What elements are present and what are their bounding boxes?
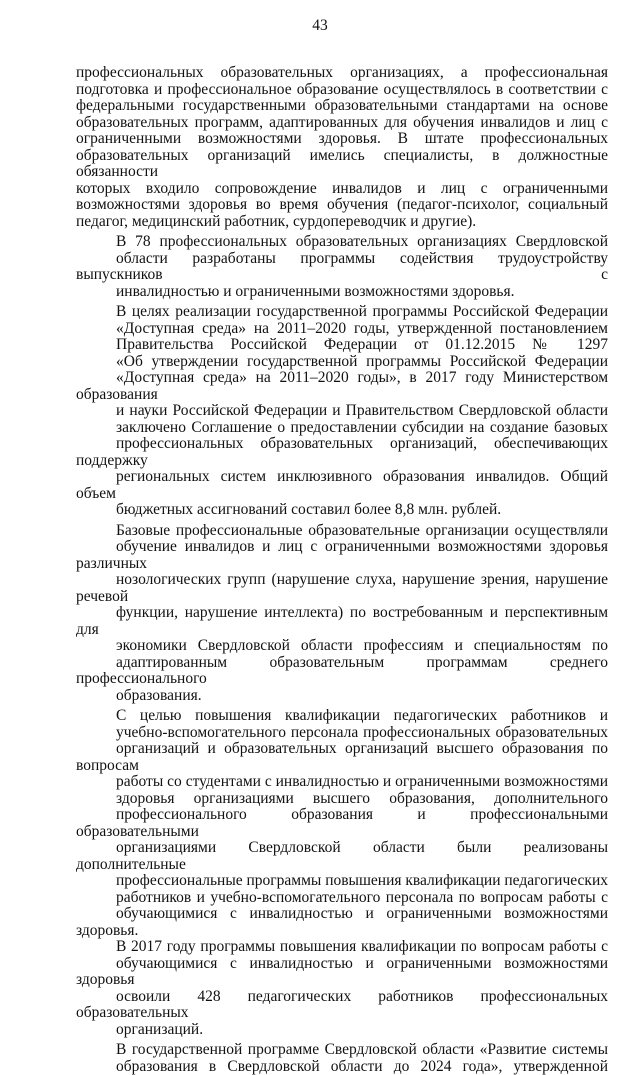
text-line: Базовые профессиональные образовательные организации осуществляли xyxy=(76,523,608,540)
paragraph xyxy=(76,523,608,705)
text-line: обучающимися с инвалидностью и ограниченными возможностями здоровья xyxy=(76,956,608,989)
text-line: организаций. xyxy=(76,1022,608,1039)
text-line: здоровья организациями высшего образования, дополнительного xyxy=(76,791,608,808)
text-line: нозологических групп (нарушение слуха, нарушение зрения, нарушение речевой xyxy=(76,572,608,605)
text-line: Правительства Российской Федерации от 01.12.2015 № 1297 xyxy=(76,337,608,354)
paragraph xyxy=(76,1042,608,1075)
text-line: которых входило сопровождение инвалидов и лиц с ограниченными xyxy=(76,181,608,198)
text-line: профессиональных образовательных организациях, а профессиональная xyxy=(76,65,608,82)
text-line: возможностями здоровья во время обучения (педагог-психолог, социальный xyxy=(76,197,608,214)
text-line: адаптированным образовательным программам среднего профессионального xyxy=(76,655,608,688)
text-line: образовательных программ, адаптированных для обучения инвалидов и лиц с xyxy=(76,115,608,132)
text-line: работников и учебно-вспомогательного персонала по вопросам работы с xyxy=(76,890,608,907)
text-line: экономики Свердловской области профессиям и специальностям по xyxy=(76,638,608,655)
text-line: работы со студентами с инвалидностью и ограниченными возможностями xyxy=(76,774,608,791)
text-line: «Доступная среда» на 2011–2020 годы, утвержденной постановлением xyxy=(76,321,608,338)
text-line: В 78 профессиональных образовательных организациях Свердловской xyxy=(76,234,608,251)
text-line: В 2017 году программы повышения квалификации по вопросам работы с xyxy=(76,939,608,956)
text-line: образовательных организаций имелись специалисты, в должностные обязанности xyxy=(76,148,608,181)
text-line: ограниченными возможностями здоровья. В штате профессиональных xyxy=(76,131,608,148)
page-number: 43 xyxy=(0,16,640,36)
text-line: организаций и образовательных организаций высшего образования по вопросам xyxy=(76,741,608,774)
text-line: бюджетных ассигнований составил более 8,8 млн. рублей. xyxy=(76,502,608,519)
text-line: профессионального образования и профессиональными образовательными xyxy=(76,807,608,840)
text-line: образования. xyxy=(76,688,608,705)
text-line: профессиональные программы повышения квалификации педагогических xyxy=(76,873,608,890)
text-line: федеральными государственными образовательными стандартами на основе xyxy=(76,98,608,115)
text-line: и науки Российской Федерации и Правительством Свердловской области xyxy=(76,403,608,420)
text-line: педагог, медицинский работник, сурдопереводчик и другие). xyxy=(76,214,608,231)
paragraph xyxy=(76,65,608,230)
paragraph xyxy=(76,304,608,519)
text-line: обучение инвалидов и лиц с ограниченными возможностями здоровья различных xyxy=(76,539,608,572)
text-line: В целях реализации государственной программы Российской Федерации xyxy=(76,304,608,321)
text-line: С целью повышения квалификации педагогических работников и xyxy=(76,708,608,725)
text-line: «Об утверждении государственной программы Российской Федерации xyxy=(76,354,608,371)
text-line: региональных систем инклюзивного образования инвалидов. Общий объем xyxy=(76,469,608,502)
text-line: освоили 428 педагогических работников профессиональных образовательных xyxy=(76,989,608,1022)
text-line: В государственной программе Свердловской области «Развитие системы xyxy=(76,1042,608,1059)
text-line: образования в Свердловской области до 2024 года», утвержденной xyxy=(76,1059,608,1075)
document-body xyxy=(76,65,608,1075)
text-line: организациями Свердловской области были реализованы дополнительные xyxy=(76,840,608,873)
text-line: «Доступная среда» на 2011–2020 годы», в 2017 году Министерством образования xyxy=(76,370,608,403)
text-line: функции, нарушение интеллекта) по востребованным и перспективным для xyxy=(76,605,608,638)
text-line: подготовка и профессиональное образование осуществлялось в соответствии с xyxy=(76,82,608,99)
text-line: области разработаны программы содействия трудоустройству выпускников с xyxy=(76,251,608,284)
text-line: заключено Соглашение о предоставлении субсидии на создание базовых xyxy=(76,420,608,437)
paragraph xyxy=(76,234,608,300)
text-line: инвалидностью и ограниченными возможностями здоровья. xyxy=(76,284,608,301)
paragraph xyxy=(76,708,608,1038)
text-line: профессиональных образовательных организаций, обеспечивающих поддержку xyxy=(76,436,608,469)
text-line: учебно-вспомогательного персонала профессиональных образовательных xyxy=(76,725,608,742)
text-line: обучающимися с инвалидностью и ограниченными возможностями здоровья. xyxy=(76,906,608,939)
